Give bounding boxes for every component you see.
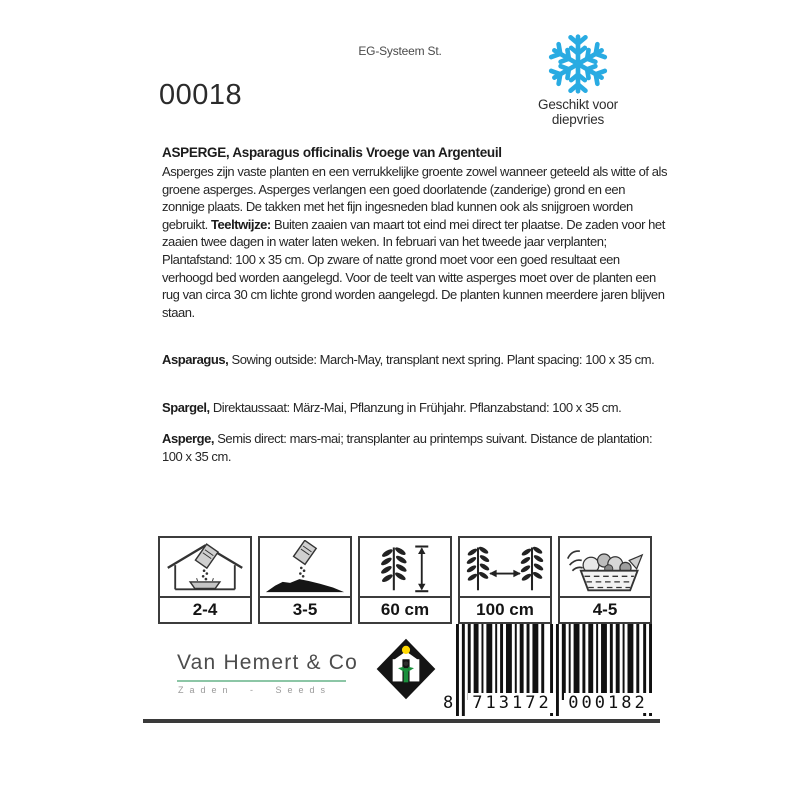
description-french-lead: Asperge,: [162, 431, 215, 446]
description-german-text: Direktaussaat: März-Mai, Pflanzung in Frühjahr. Pflanzabstand: 100 x 35 cm.: [209, 400, 622, 415]
pictogram-harvest: [558, 536, 652, 624]
plant-spacing-value: 100 cm: [476, 600, 534, 619]
pictogram-row: [158, 536, 652, 624]
diamond-plant-logo: [374, 636, 438, 707]
sow-indoors-icon: [161, 540, 249, 594]
harvest-icon: [561, 540, 649, 594]
plant-height-value: 60 cm: [380, 600, 430, 619]
pictogram-sow-indoors: [158, 536, 252, 624]
description-english: [162, 351, 667, 369]
freeze-caption-line2: diepvries: [551, 111, 605, 127]
variety-title: ASPERGE, Asparagus officinalis Vroege van Argenteuil: [162, 145, 502, 160]
barcode-digit-group-1: 8: [443, 693, 454, 713]
eg-system-label: EG-Systeem St.: [358, 44, 442, 58]
description-dutch-part2: Buiten zaaien van maart tot eind mei direct ter plaatse. De zaden voor het zaaien twee dagen in water laten weken. In februari van het tweede jaar verplanten; Plantafstand: 100 x 35 cm. Op zware of natte grond moet voor een goed resultaat een verhoogd bed worden aangelegd. Voor de teelt van witte asperges moet over de planten een rug van circa 30 cm lichte grond worden aangelegd. De planten kunnen meerdere jaren blijven staan.: [162, 216, 665, 320]
brand-underline: [177, 680, 346, 682]
sow-outdoors-icon: [261, 540, 349, 594]
pictogram-plant-spacing: [458, 536, 552, 624]
freeze-caption-line1: Geschikt voor: [538, 97, 618, 112]
description-french-text: Semis direct: mars-mai; transplanter au printemps suivant. Distance de plantation: 100 x 35 cm.: [162, 431, 653, 464]
barcode-digit-group-2: 713172: [468, 693, 556, 713]
description-german: [162, 399, 667, 417]
freeze-suitable-badge: [516, 33, 640, 127]
pictogram-sow-outdoors: [258, 536, 352, 624]
plant-height-icon: [361, 540, 449, 594]
description-english-text: Sowing outside: March-May, transplant next spring. Plant spacing: 100 x 35 cm.: [228, 352, 655, 367]
harvest-months: 4-5: [592, 600, 618, 619]
sow-outdoors-months: 3-5: [292, 600, 318, 619]
description-french: [162, 430, 667, 465]
barcode-digit-group-3: 000182: [564, 693, 652, 713]
pictogram-plant-height: [358, 536, 452, 624]
brand-tagline: Zaden - Seeds: [178, 685, 332, 695]
barcode: [443, 624, 655, 716]
description-english-lead: Asparagus,: [162, 352, 229, 367]
article-number: 00018: [159, 79, 243, 111]
plant-spacing-icon: [461, 540, 549, 594]
diamond-plant-logo-icon: [374, 636, 438, 702]
bottom-rule: [143, 719, 660, 723]
brand-name: Van Hemert & Co: [177, 651, 359, 674]
sow-indoors-months: 2-4: [192, 600, 218, 619]
description-dutch: [162, 163, 667, 321]
snowflake-icon: [547, 33, 609, 95]
description-dutch-bold-label: Teeltwijze:: [210, 216, 271, 232]
description-dutch-part1: Asperges zijn vaste planten en een verrukkelijke groente zowel wanneer geteeld als witte of als groene asperges. Asperges verlangen een goed doorlatende (zanderige) grond en een zonnige plaats. De takken met het fijn ingesneden blad kunnen ook als snijgroen worden gebruikt.: [162, 164, 668, 232]
description-german-lead: Spargel,: [162, 400, 210, 415]
